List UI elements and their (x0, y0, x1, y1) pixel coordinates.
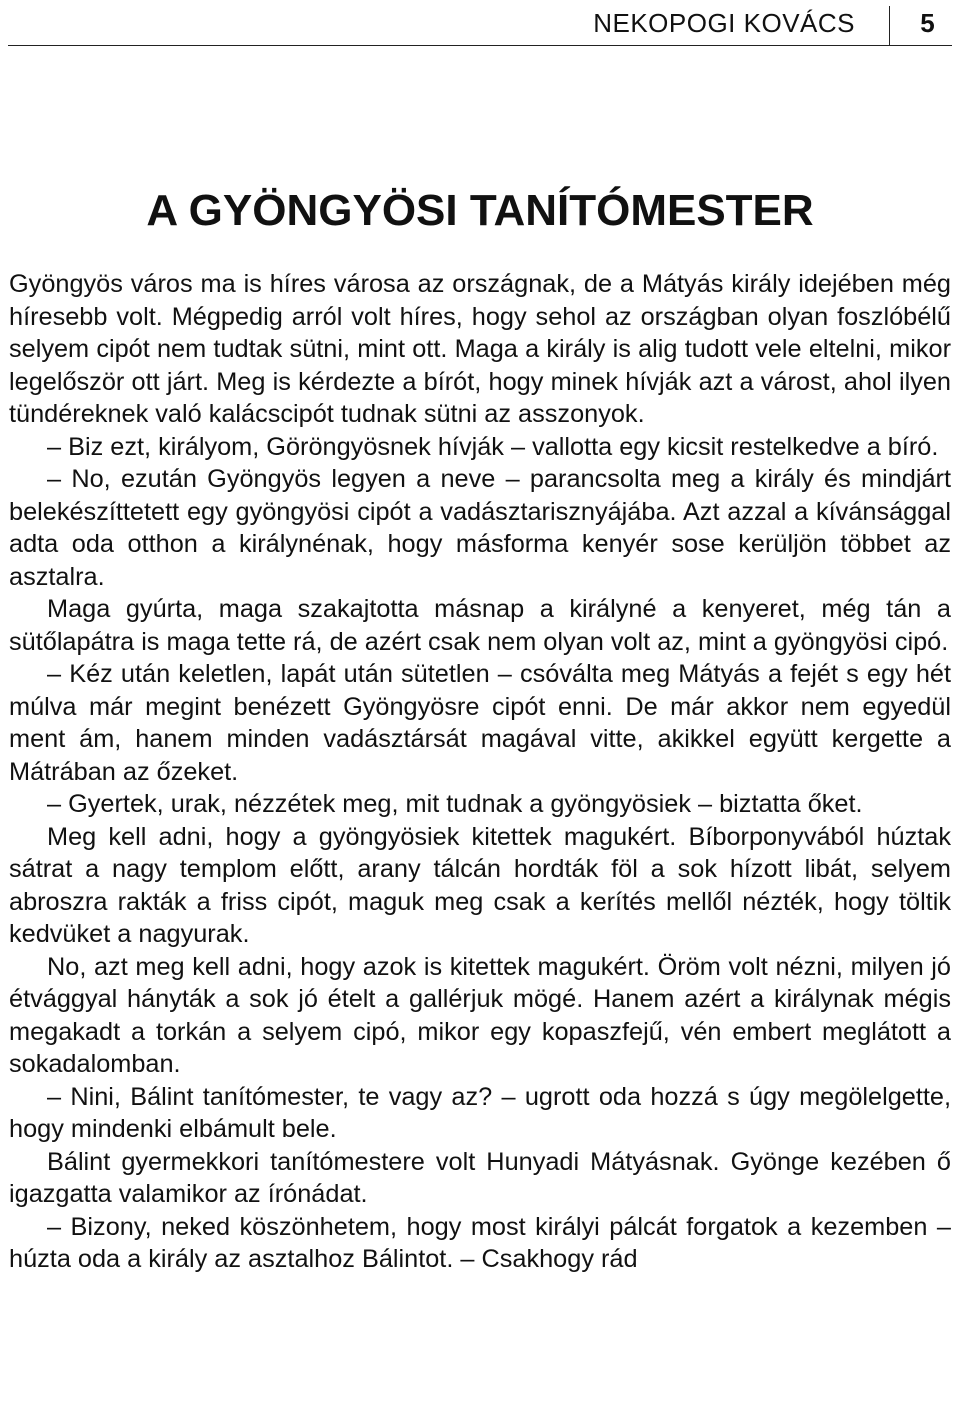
header-divider (889, 6, 890, 45)
paragraph: – Nini, Bálint tanítómester, te vagy az? – ugrott oda hozzá s úgy megölelgette, hogy mindenki elbámult bele. (9, 1082, 951, 1143)
paragraph: Meg kell adni, hogy a gyöngyösiek kitettek magukért. Bíborponyvából húztak sátrat a nagy templom előtt, arany tálcán hordták föl a sok hízott libát, selyem abroszra rakták a friss cipót, maguk meg csak a kerítés mellől nézték, hogy töltik kedvüket a nagyurak. (9, 822, 951, 948)
paragraph: No, azt meg kell adni, hogy azok is kitettek magukért. Öröm volt nézni, milyen jó étvággyal hányták a sok jó ételt a gallérjuk mögé. Hanem azért a királynak mégis megakadt a torkán a selyem cipó, mikor egy kopaszfejű, vén embert meglátott a sokadalomban. (9, 952, 951, 1078)
running-title: NEKOPOGI KOVÁCS (593, 8, 855, 38)
paragraph: – Biz ezt, királyom, Göröngyösnek hívják – vallotta egy kicsit restelkedve a bíró. (47, 432, 939, 461)
paragraph: Maga gyúrta, maga szakajtotta másnap a királyné a kenyeret, még tán a sütőlapátra is maga tette rá, de azért csak nem olyan volt az, mint a gyöngyösi cipó. (9, 595, 951, 656)
paragraph: – Bizony, neked köszönhetem, hogy most királyi pálcát forgatok a kezemben – húzta oda a király az asztalhoz Bálintot. – Csakhogy rád (9, 1212, 951, 1273)
paragraph: Gyöngyös város ma is híres városa az országnak, de a Mátyás király idejében még híresebb volt. Mégpedig arról volt híres, hogy sehol az országban olyan foszlóbélű selyem cipót nem tudtak sütni, mint ott. Maga a király is alig tudott vele eltelni, mikor legelőször ott járt. Meg is kérdezte a bírót, hogy minek hívják azt a várost, ahol ilyen tündéreknek való kalácscipót tudnak sütni az asszonyok. (9, 270, 951, 428)
chapter-title: A GYÖNGYÖSI TANÍTÓMESTER (146, 186, 814, 235)
paragraph: – No, ezután Gyöngyös legyen a neve – parancsolta meg a király és mindjárt belekészíttetett egy gyöngyösi cipót a vadásztarisznyájába. Azt azzal a kívánsággal adta oda otthon a királynénak, hogy másforma kenyér sose kerüljön többet az asztalra. (9, 465, 951, 591)
header-rule (8, 45, 952, 46)
paragraph: – Kéz után keletlen, lapát után sütetlen – csóválta meg Mátyás a fejét s egy hét múlva már megint benézett Gyöngyösre cipót enni. De már akkor nem egyedül ment ám, hanem minden vadásztársát magával vitte, akikkel együtt kergette a Mátrában az őzeket. (9, 660, 951, 786)
paragraph: – Gyertek, urak, nézzétek meg, mit tudnak a gyöngyösiek – biztatta őket. (47, 790, 863, 818)
page-number: 5 (920, 8, 935, 38)
paragraph: Bálint gyermekkori tanítómestere volt Hunyadi Mátyásnak. Gyönge kezében ő igazgatta valamikor az írónádat. (9, 1147, 951, 1208)
body-text (9, 268, 951, 1276)
page-header (0, 0, 960, 48)
